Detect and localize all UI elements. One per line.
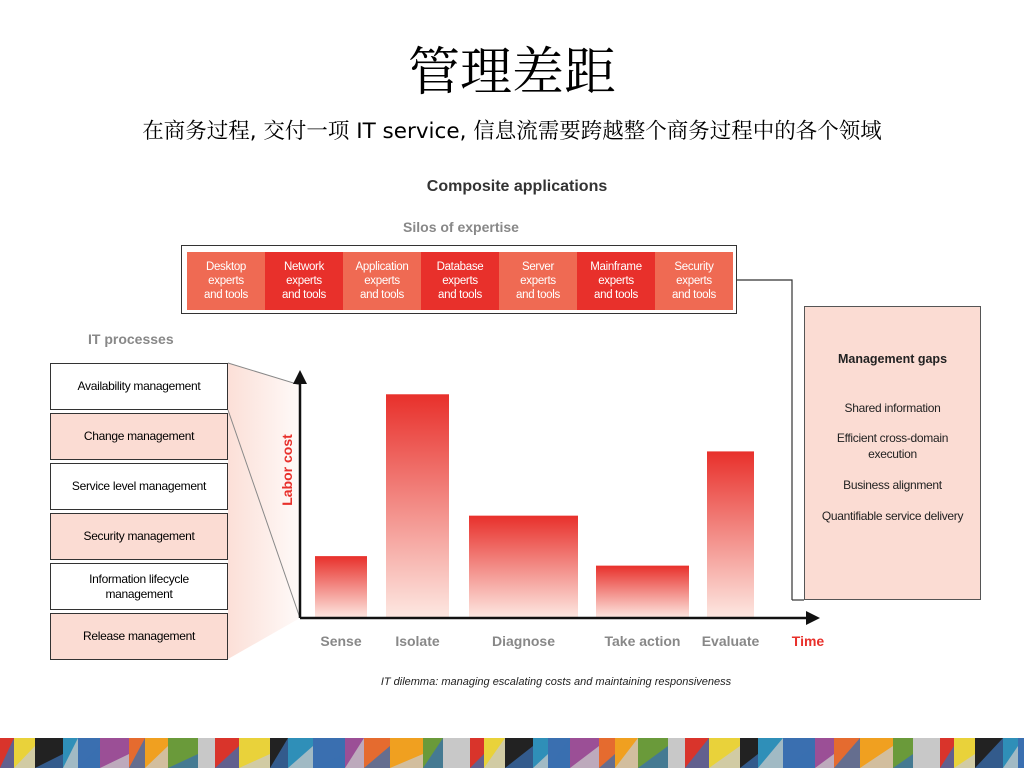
silo-application: Application experts and tools xyxy=(343,252,421,310)
category-label: Sense xyxy=(320,633,362,649)
process-availability: Availability management xyxy=(50,363,228,410)
decorative-footer-strip xyxy=(0,738,1024,768)
bar-sense xyxy=(315,556,367,618)
category-label: Evaluate xyxy=(701,633,760,649)
category-label: Diagnose xyxy=(491,633,556,649)
process-release: Release management xyxy=(50,613,228,660)
x-axis-arrowhead xyxy=(806,611,820,625)
processes-label: IT processes xyxy=(88,331,174,347)
silo-mainframe: Mainframe experts and tools xyxy=(577,252,655,310)
silo-server: Server experts and tools xyxy=(499,252,577,310)
category-labels xyxy=(320,633,759,649)
process-security: Security management xyxy=(50,513,228,560)
management-gaps-title: Management gaps xyxy=(837,352,948,366)
y-axis-arrowhead xyxy=(293,370,307,384)
silo-desktop: Desktop experts and tools xyxy=(187,252,265,310)
y-axis-label: Labor cost xyxy=(279,434,295,506)
figure-caption: IT dilemma: managing escalating costs and maintaining responsiveness xyxy=(380,676,732,688)
silo-database: Database experts and tools xyxy=(421,252,499,310)
process-change: Change management xyxy=(50,413,228,460)
slide-subtitle: 在商务过程, 交付一项 IT service, 信息流需要跨越整个商务过程中的各个领域 xyxy=(142,119,882,144)
silo-network: Network experts and tools xyxy=(265,252,343,310)
processes-funnel xyxy=(228,363,300,659)
process-service-level: Service level management xyxy=(50,463,228,510)
bar-take-action xyxy=(596,566,689,618)
silos-label: Silos of expertise xyxy=(403,219,519,235)
gap-item: Quantifiable service delivery xyxy=(821,509,964,523)
figure-title: Composite applications xyxy=(426,178,608,195)
slide-title: 管理差距 xyxy=(407,43,616,103)
bar-diagnose xyxy=(469,516,578,618)
bar-evaluate xyxy=(707,451,754,618)
process-information-lifecycle: Information lifecycle management xyxy=(50,563,228,610)
bar-isolate xyxy=(386,394,449,618)
bars-layer xyxy=(315,394,754,618)
gap-item: Efficient cross-domain execution xyxy=(836,431,949,461)
category-label: Isolate xyxy=(395,633,440,649)
gap-item: Business alignment xyxy=(843,478,942,492)
gap-item: Shared information xyxy=(844,401,941,415)
category-label: Take action xyxy=(604,633,681,649)
x-axis-label: Time xyxy=(791,633,825,649)
silo-security: Security experts and tools xyxy=(655,252,733,310)
